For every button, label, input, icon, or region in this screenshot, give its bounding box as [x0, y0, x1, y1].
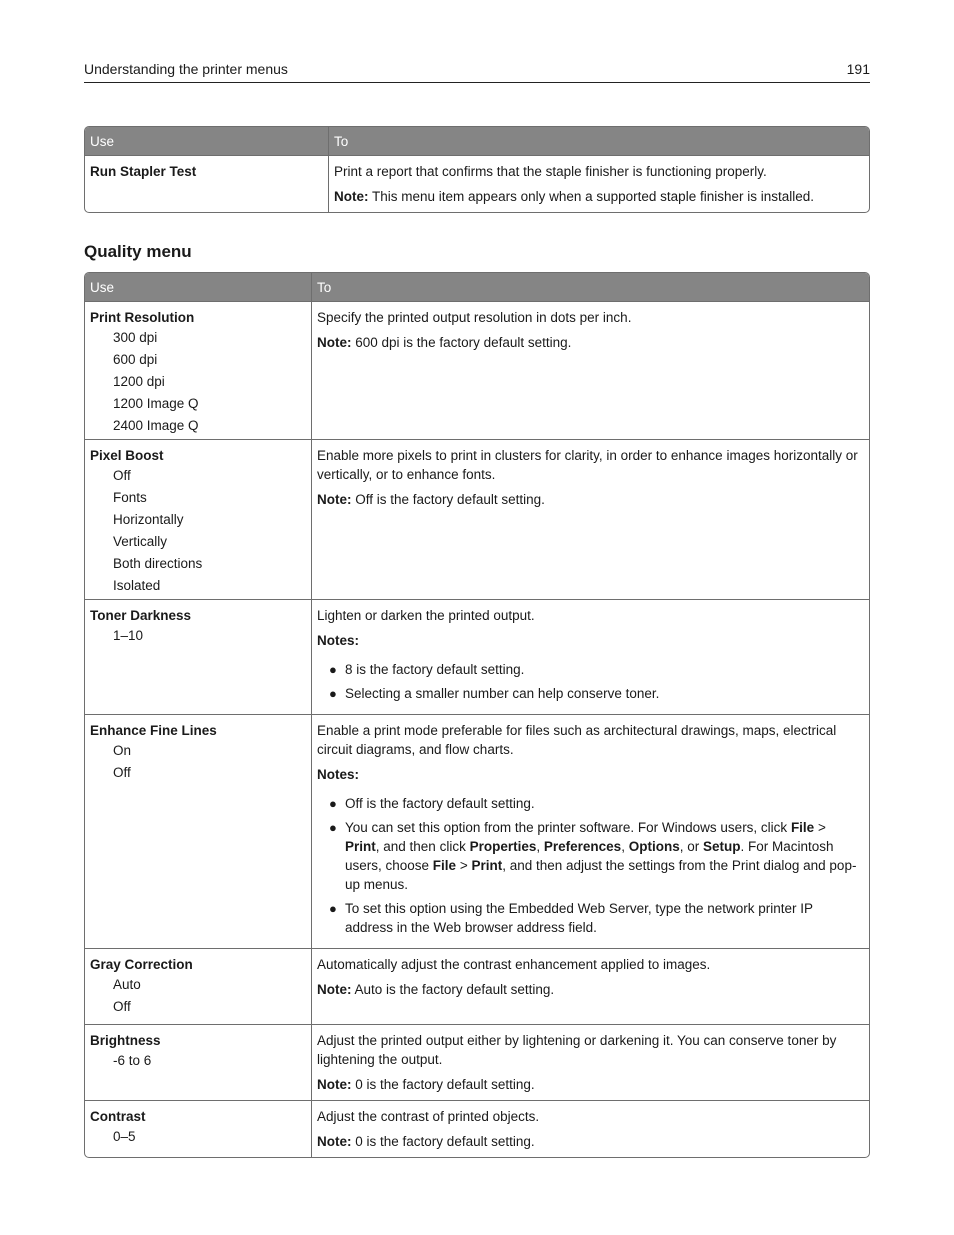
note-text: 0 is the factory default setting. [355, 1134, 535, 1149]
bullet-text: Off is the factory default setting. [345, 796, 535, 811]
menu-path-properties: Properties [469, 839, 537, 854]
description: Lighten or darken the printed output. [317, 608, 535, 623]
use-cell [85, 948, 311, 1024]
column-header-to: To [328, 127, 869, 156]
option-value: Vertically [113, 534, 168, 549]
menu-path-setup: Setup [702, 839, 741, 854]
option-value: On [113, 743, 132, 758]
text-run: . For Macintosh users, choose [345, 839, 834, 873]
to-cell [311, 1100, 869, 1157]
table-row [85, 1100, 869, 1157]
notes-label: Notes: [317, 767, 360, 782]
text-run: , or [679, 839, 703, 854]
option-name: Toner Darkness [90, 608, 192, 623]
column-header-to: To [311, 273, 869, 302]
column-header-use: Use [85, 273, 311, 302]
note-label: Note: [317, 982, 352, 997]
quality-menu-table [84, 272, 870, 1158]
text-run: > [456, 858, 472, 873]
description: Adjust the contrast of printed objects. [317, 1109, 540, 1124]
note-label: Note: [317, 1077, 352, 1092]
text-run: > [814, 820, 826, 835]
bullet-text: To set this option using the Embedded Web Server, type the network printer IP address in the Web browser address field. [345, 901, 813, 935]
text-run: You can set this option from the printer software. For Windows users, click [345, 820, 791, 835]
note-label: Note: [317, 1134, 352, 1149]
note-text: This menu item appears only when a supported staple finisher is installed. [372, 189, 815, 204]
option-name: Enhance Fine Lines [90, 723, 217, 738]
bullet-icon: ● [329, 662, 337, 677]
note [317, 1075, 864, 1094]
note-label: Note: [317, 492, 352, 507]
option-value: Isolated [113, 578, 161, 593]
note-text: Off is the factory default setting. [355, 492, 545, 507]
note [317, 1132, 864, 1151]
note [317, 333, 864, 352]
table-row [85, 599, 869, 714]
option-value: 300 dpi [113, 330, 158, 345]
section-title: Quality menu [84, 242, 192, 261]
list-item [317, 684, 864, 703]
column-header-use: Use [85, 127, 328, 156]
option-name: Contrast [90, 1109, 146, 1124]
list-item [317, 794, 864, 813]
table-row [85, 1024, 869, 1100]
description: Specify the printed output resolution in dots per inch. [317, 310, 632, 325]
note-label: Note: [317, 335, 352, 350]
menu-path-print: Print [471, 858, 503, 873]
option-value: Off [113, 765, 131, 780]
option-value: Fonts [113, 490, 147, 505]
menu-path-file: File [432, 858, 457, 873]
note-text: 0 is the factory default setting. [355, 1077, 535, 1092]
option-value: Auto [113, 977, 141, 992]
menu-path-options: Options [628, 839, 680, 854]
use-cell [85, 1100, 311, 1157]
option-value: Off [113, 468, 131, 483]
table-row [85, 156, 869, 212]
option-name: Print Resolution [90, 310, 195, 325]
option-value: 1200 dpi [113, 374, 165, 389]
option-value: Off [113, 999, 131, 1014]
use-cell [85, 156, 328, 212]
to-cell [311, 302, 869, 439]
option-value: 1200 Image Q [113, 396, 199, 411]
page-number: 191 [846, 61, 870, 77]
header-title: Understanding the printer menus [84, 61, 288, 77]
note-text: Auto is the factory default setting. [354, 982, 555, 997]
text-run: , [621, 839, 629, 854]
option-name: Run Stapler Test [90, 164, 197, 179]
description: Print a report that confirms that the staple finisher is functioning properly. [334, 164, 767, 179]
option-name: Gray Correction [90, 957, 193, 972]
bullet-icon: ● [329, 820, 337, 835]
text-run: , and then click [375, 839, 470, 854]
note [334, 187, 864, 206]
option-value: 2400 Image Q [113, 418, 199, 433]
bullet-icon: ● [329, 796, 337, 811]
option-value: -6 to 6 [113, 1053, 152, 1068]
text-run: , and then adjust the settings from the Print dialog and pop-up menus. [345, 858, 857, 892]
page-header [84, 60, 870, 83]
option-value: 1–10 [113, 628, 144, 643]
stapler-test-table [84, 126, 870, 213]
description: Enable more pixels to print in clusters for clarity, in order to enhance images horizontally or vertically, or to enhance fonts. [317, 448, 858, 482]
text-run: , [536, 839, 544, 854]
bullet-icon: ● [329, 901, 337, 916]
to-cell [311, 1024, 869, 1100]
list-item [317, 818, 864, 894]
use-cell [85, 302, 311, 439]
option-name: Brightness [90, 1033, 161, 1048]
to-cell [311, 439, 869, 599]
to-cell [311, 599, 869, 714]
notes-list [317, 660, 864, 703]
option-value: Both directions [113, 556, 203, 571]
note-text: 600 dpi is the factory default setting. [355, 335, 572, 350]
option-value: Horizontally [113, 512, 184, 527]
option-name: Pixel Boost [90, 448, 164, 463]
note [317, 980, 864, 999]
table-row [85, 439, 869, 599]
notes-list [317, 794, 864, 937]
note [317, 490, 864, 509]
to-cell [328, 156, 869, 212]
table-row [85, 302, 869, 439]
description: Enable a print mode preferable for files such as architectural drawings, maps, electrical circuit diagrams, and flow charts. [317, 723, 837, 757]
bullet-icon: ● [329, 686, 337, 701]
use-cell [85, 714, 311, 948]
option-value: 600 dpi [113, 352, 158, 367]
list-item [317, 899, 864, 937]
use-cell [85, 439, 311, 599]
menu-path-file: File [790, 820, 815, 835]
use-cell [85, 1024, 311, 1100]
to-cell [311, 714, 869, 948]
list-item [317, 660, 864, 679]
notes-label: Notes: [317, 633, 360, 648]
use-cell [85, 599, 311, 714]
description: Automatically adjust the contrast enhancement applied to images. [317, 957, 711, 972]
table-row [85, 714, 869, 948]
bullet-text: 8 is the factory default setting. [345, 662, 525, 677]
option-value: 0–5 [113, 1129, 136, 1144]
bullet-text [345, 820, 856, 892]
note-label: Note: [334, 189, 369, 204]
menu-path-preferences: Preferences [543, 839, 622, 854]
menu-path-print: Print [345, 839, 376, 854]
bullet-text: Selecting a smaller number can help conserve toner. [345, 686, 660, 701]
to-cell [311, 948, 869, 1024]
description: Adjust the printed output either by lightening or darkening it. You can conserve toner by lightening the output. [317, 1033, 837, 1067]
table-row [85, 948, 869, 1024]
